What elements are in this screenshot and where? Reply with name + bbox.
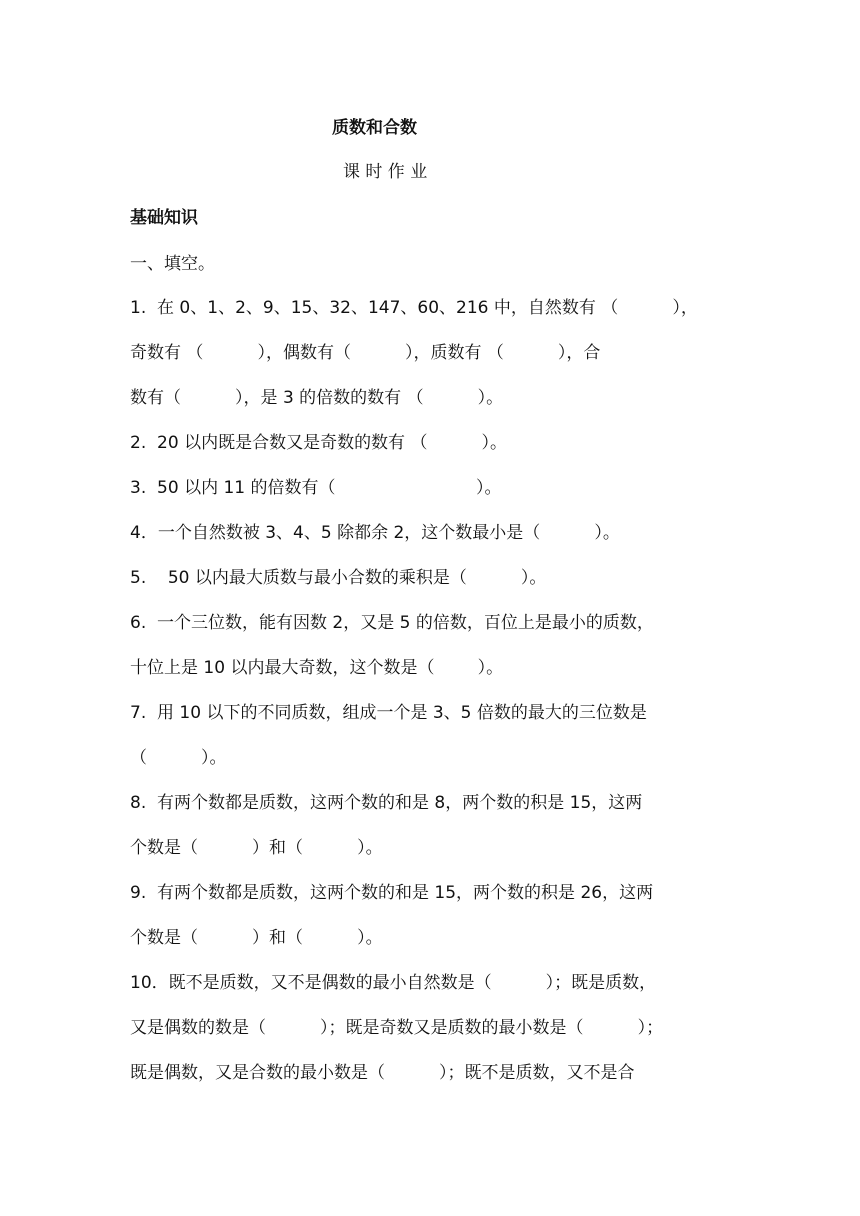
question-line: 4．一个自然数被 3、4、5 除都余 2，这个数最小是（ ）。 — [130, 523, 620, 543]
section-heading: 基础知识 — [130, 208, 198, 228]
question-line: 个数是（ ）和（ ）。 — [130, 928, 383, 948]
question-line: 奇数有 （ ），偶数有（ ），质数有 （ ），合 — [130, 343, 601, 363]
document-subtitle: 课 时 作 业 — [343, 162, 428, 182]
question-line: 3. 50 以内 11 的倍数有（ ）。 — [130, 478, 502, 498]
question-line: 个数是（ ）和（ ）。 — [130, 838, 383, 858]
question-line: 8. 有两个数都是质数，这两个数的和是 8，两个数的积是 15，这两 — [130, 793, 643, 813]
question-line: 十位上是 10 以内最大奇数，这个数是（ ）。 — [130, 658, 504, 678]
question-line: 7. 用 10 以下的不同质数，组成一个是 3、5 倍数的最大的三位数是 — [130, 703, 647, 723]
question-line: 5. 50 以内最大质数与最小合数的乘积是（ ）。 — [130, 568, 547, 588]
question-line: 9. 有两个数都是质数，这两个数的和是 15，两个数的积是 26，这两 — [130, 883, 654, 903]
question-line: 6. 一个三位数，能有因数 2，又是 5 的倍数，百位上是最小的质数， — [130, 613, 654, 633]
question-line: 又是偶数的数是（ ）；既是奇数又是质数的最小数是（ ）； — [130, 1018, 664, 1038]
question-line: （ ）。 — [130, 748, 227, 768]
question-line: 2. 20 以内既是合数又是奇数的数有 （ ）。 — [130, 433, 508, 453]
question-line: 1. 在 0、1、2、9、15、32、147、60、216 中，自然数有 （ ）， — [130, 298, 698, 318]
question-line: 既是偶数，又是合数的最小数是（ ）；既不是质数，又不是合 — [130, 1063, 635, 1083]
part-heading: 一、填空。 — [130, 254, 215, 274]
document-title: 质数和合数 — [332, 118, 417, 138]
question-line: 数有（ ），是 3 的倍数的数有 （ ）。 — [130, 388, 504, 408]
question-line: 10．既不是质数，又不是偶数的最小自然数是（ ）；既是质数， — [130, 973, 657, 993]
